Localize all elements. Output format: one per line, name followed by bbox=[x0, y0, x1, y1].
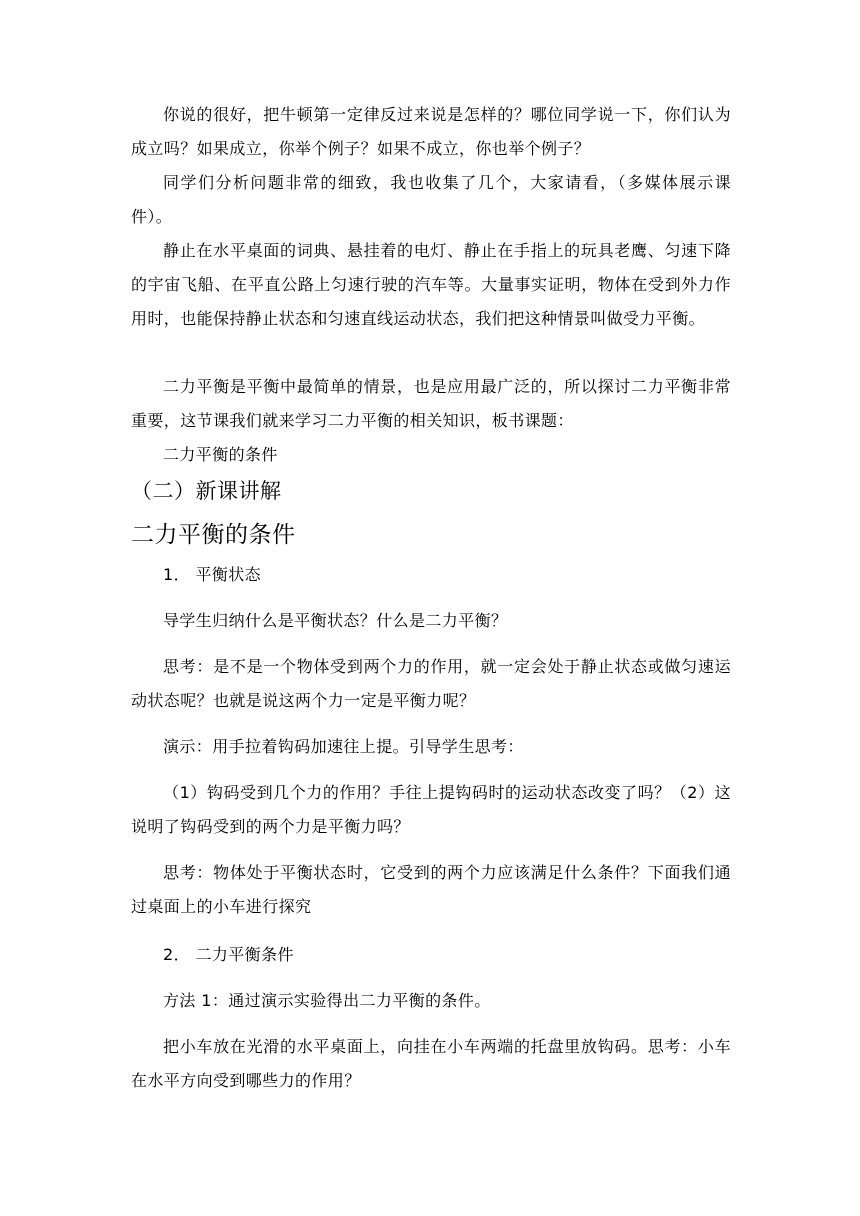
paragraph-think-one: 思考：是不是一个物体受到两个力的作用，就一定会处于静止状态或做匀速运动状态呢？也就是说这两个力一定是平衡力呢？ bbox=[131, 657, 731, 710]
paragraph-board-title: 二力平衡的条件 bbox=[163, 445, 278, 464]
paragraph-method-one: 方法 1：通过演示实验得出二力平衡的条件。 bbox=[163, 991, 491, 1010]
paragraph-cart-experiment: 把小车放在光滑的水平桌面上，向挂在小车两端的托盘里放钩码。思考：小车在水平方向受到哪些力的作用？ bbox=[131, 1037, 731, 1090]
section-heading: （二）新课讲解 bbox=[131, 479, 282, 503]
paragraph-newton-first-law: 你说的很好，把牛顿第一定律反过来说是怎样的？哪位同学说一下，你们认为成立吗？如果成立，你举个例子？如果不成立，你也举个例子？ bbox=[131, 105, 731, 158]
paragraph-think-two: 思考：物体处于平衡状态时，它受到的两个力应该满足什么条件？下面我们通过桌面上的小车进行探究 bbox=[131, 863, 731, 916]
paragraph-examples-list: 静止在水平桌面的词典、悬挂着的电灯、静止在手指上的玩具老鹰、匀速下降的宇宙飞船、在平直公路上匀速行驶的汽车等。大量事实证明，物体在受到外力作用时，也能保持静止状态和匀速直线运动状态，我们把这种情景叫做受力平衡。 bbox=[131, 241, 731, 328]
topic-heading: 二力平衡的条件 bbox=[131, 522, 296, 548]
paragraph-guide-question: 导学生归纳什么是平衡状态？什么是二力平衡？ bbox=[163, 611, 508, 630]
item-balance-state: 1． 平衡状态 bbox=[163, 565, 262, 584]
paragraph-collected-examples: 同学们分析问题非常的细致，我也收集了几个，大家请看，（多媒体展示课件）。 bbox=[131, 173, 731, 226]
item-two-force-condition: 2． 二力平衡条件 bbox=[163, 945, 294, 964]
paragraph-demo: 演示：用手拉着钩码加速往上提。引导学生思考： bbox=[163, 737, 524, 756]
paragraph-questions: （1）钩码受到几个力的作用？手往上提钩码时的运动状态改变了吗？（2）这说明了钩码受到的两个力是平衡力吗？ bbox=[131, 783, 731, 836]
paragraph-two-force-intro: 二力平衡是平衡中最简单的情景，也是应用最广泛的，所以探讨二力平衡非常重要，这节课我们就来学习二力平衡的相关知识，板书课题： bbox=[131, 377, 731, 430]
